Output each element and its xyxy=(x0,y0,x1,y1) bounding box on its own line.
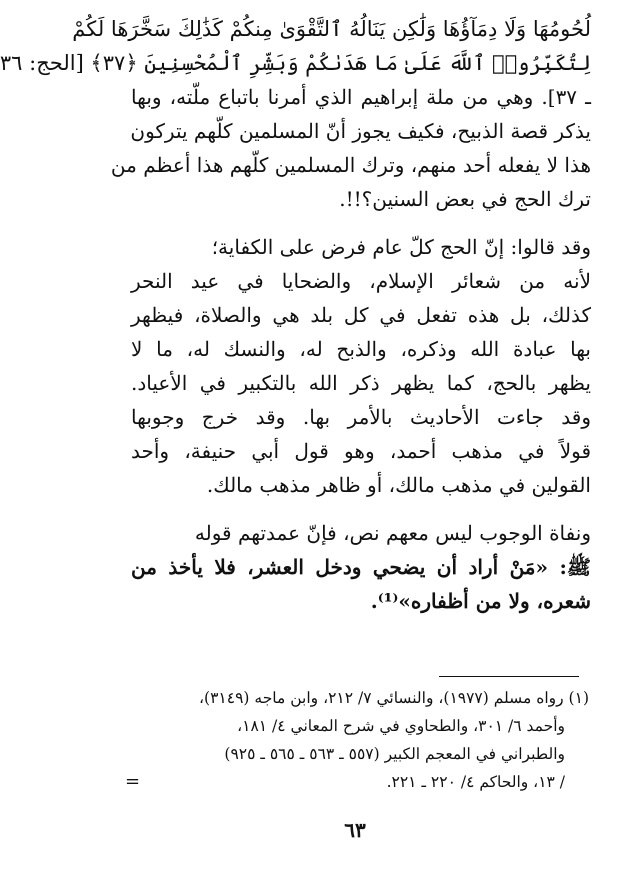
footnote-line: / ١٣، والحاكم ٤/ ٢٢٠ ـ ٢٢١. xyxy=(386,773,565,791)
text-line: يذكر قصة الذبيح، فكيف يجوز أنّ المسلمين كلّهم يتركون xyxy=(130,119,591,143)
text-line: ﷺ: «مَنْ أراد أن يضحي ودخل العشر، فلا يأخذ من xyxy=(131,555,591,579)
text-line: شعره، ولا من أظفاره»⁽¹⁾. xyxy=(370,589,591,613)
continuation-mark: = xyxy=(125,771,141,792)
text-line: هذا لا يفعله أحد منهم، وترك المسلمين كلّهم هذا أعظم من xyxy=(110,153,591,177)
footnote-line: والطبراني في المعجم الكبير (٥٥٧ ـ ٥٦٣ ـ ٥٦٥ ـ ٩٢٥) xyxy=(224,745,565,763)
text-line: ـ ٣٧]. وهي من ملة إبراهيم الذي أمرنا باتباع ملّته، وبها xyxy=(131,85,591,109)
text-line: ترك الحج في بعض السنين؟!!. xyxy=(339,187,591,211)
paragraph-gap xyxy=(131,502,591,516)
text-line: ونفاة الوجوب ليس معهم نص، فإنّ عمدتهم قوله xyxy=(194,521,591,545)
text-line: القولين في مذهب مالك، أو ظاهر مذهب مالك. xyxy=(206,473,591,497)
text-line: يظهر بالحج، كما يظهر ذكر الله بالتكبير في الأعياد. xyxy=(131,371,591,395)
text-line: لُحُومُهَا وَلَا دِمَآؤُهَا وَلَٰكِن يَنَالُهُ ٱلتَّقْوَىٰ مِنكُمْ كَذَٰلِكَ سَخَّرَهَا لَكُمْ xyxy=(72,17,591,41)
text-line: كذلك، بل هذه تفعل في كل بلد هي والصلاة، فيظهر xyxy=(131,303,591,327)
footnote-line: وأحمد ٦/ ٣٠١، والطحاوي في شرح المعاني ٤/ ١٨١، xyxy=(237,717,565,735)
main-text xyxy=(0,12,591,618)
text-line: وقد جاءت الأحاديث بالأمر بها. وقد خرج وجوبها xyxy=(131,405,591,429)
paragraph-gap xyxy=(131,216,591,230)
footnote-line: (١) رواه مسلم (١٩٧٧)، والنسائي ٧/ ٢١٢، وابن ماجه (٣١٤٩)، xyxy=(199,689,589,707)
text-line: قولاً في مذهب أحمد، وهو قول أبي حنيفة، وأحد xyxy=(131,439,591,463)
text-line: بها عبادة الله وذكره، والذبح له، والنسك له، ما لا xyxy=(131,337,591,361)
page-number: ٦٣ xyxy=(344,818,366,842)
text-line: لأنه من شعائر الإسلام، والضحايا في عيد النحر xyxy=(131,269,591,293)
text-line: لِتُكَبِّرُوا۟ ٱللَّهَ عَلَىٰ مَا هَدَىٰكُمْ وَبَشِّرِ ٱلْمُحْسِنِينَ ﴿٣٧﴾ [الحج: ٣٦ xyxy=(0,51,591,75)
footnote-divider xyxy=(439,676,579,677)
text-line: وقد قالوا: إنّ الحج كلّ عام فرض على الكفاية؛ xyxy=(211,235,591,259)
